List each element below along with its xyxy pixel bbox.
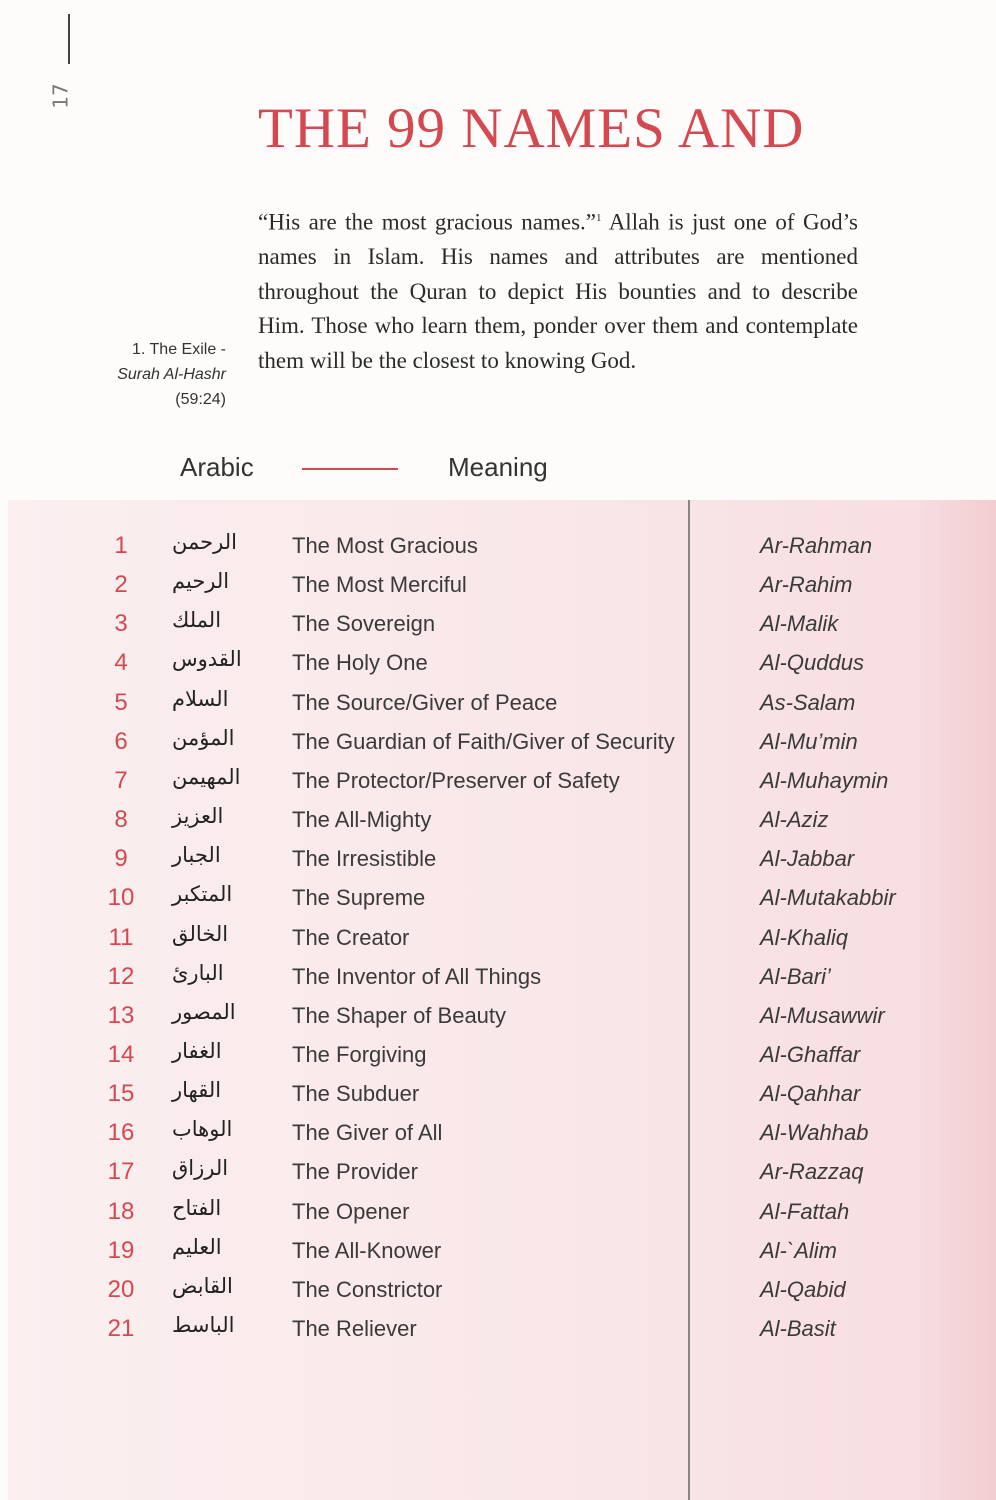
name-transliteration: Al-Bari’ [760, 963, 831, 989]
name-meaning: The Supreme [292, 885, 426, 911]
name-arabic: الرحمن [172, 530, 237, 554]
name-meaning: The All-Mighty [292, 807, 432, 833]
name-number: 16 [107, 1119, 135, 1147]
footnote [80, 337, 226, 412]
name-meaning: The All-Knower [292, 1237, 442, 1263]
name-meaning: The Inventor of All Things [292, 963, 542, 989]
name-number: 2 [114, 571, 128, 599]
quran-quote: “His are the most gracious names.” [258, 209, 596, 235]
name-meaning: The Source/Giver of Peace [292, 689, 558, 715]
table-row [0, 685, 996, 724]
name-arabic: العزيز [172, 804, 224, 829]
table-row [0, 606, 996, 645]
name-number: 10 [107, 884, 135, 912]
name-transliteration: Al-`Alim [760, 1237, 837, 1263]
name-transliteration: As-Salam [760, 689, 856, 715]
name-transliteration: Al-Qabid [760, 1276, 846, 1302]
name-number: 4 [114, 649, 128, 677]
footnote-line-2: Surah Al-Hashr [117, 366, 226, 383]
table-row [0, 645, 996, 684]
name-transliteration: Al-Wahhab [760, 1120, 869, 1146]
name-number: 14 [107, 1040, 135, 1068]
name-arabic: الجبار [172, 843, 221, 868]
name-arabic: البارئ [172, 960, 224, 985]
table-row [0, 567, 996, 606]
footnote-line-3: (59:24) [175, 391, 226, 408]
name-arabic: الفتاح [172, 1195, 222, 1220]
name-number: 11 [108, 923, 134, 951]
name-transliteration: Al-Quddus [760, 650, 864, 676]
name-number: 3 [114, 610, 128, 638]
table-row [0, 724, 996, 763]
name-number: 1 [114, 532, 128, 559]
page-title: THE 99 NAMES AND [258, 97, 805, 160]
name-meaning: The Holy One [292, 650, 428, 676]
name-transliteration: Al-Musawwir [760, 1002, 885, 1028]
name-transliteration: Al-Ghaffar [760, 1041, 861, 1067]
table-row [0, 1076, 996, 1115]
name-transliteration: Al-Mutakabbir [760, 885, 896, 911]
name-meaning: The Forgiving [292, 1041, 427, 1067]
name-arabic: المهيمن [172, 764, 241, 789]
name-transliteration: Al-Aziz [760, 807, 829, 833]
name-arabic: الملك [172, 608, 222, 633]
name-meaning: The Most Gracious [292, 533, 478, 558]
name-arabic: الباسط [172, 1313, 235, 1337]
table-row [0, 528, 996, 567]
table-row [0, 1037, 996, 1076]
name-transliteration: Al-Muhaymin [760, 767, 889, 793]
name-meaning: The Giver of All [292, 1120, 443, 1146]
name-transliteration: Al-Qahhar [760, 1081, 861, 1107]
name-number: 20 [107, 1275, 135, 1303]
name-arabic: الرحيم [172, 569, 230, 594]
name-number: 9 [114, 845, 128, 873]
table-row [0, 1272, 996, 1311]
name-meaning: The Guardian of Faith/Giver of Security [292, 728, 675, 754]
name-transliteration: Al-Basit [760, 1316, 836, 1341]
name-transliteration: Al-Mu’min [760, 728, 858, 754]
name-transliteration: Al-Fattah [760, 1198, 850, 1224]
name-number: 17 [107, 1158, 135, 1186]
page-number: 17 [48, 83, 73, 109]
name-arabic: الخالق [172, 921, 229, 946]
table-row [0, 880, 996, 919]
name-number: 8 [114, 806, 128, 834]
table-row [0, 998, 996, 1037]
name-meaning: The Reliever [292, 1316, 417, 1341]
intro-text: Allah is just one of God’s names in Islam. His names and attributes are mentioned throughout the Quran to depict His bounties and to describe Him. Those who learn them, ponder over them and contemplate them will be the closest to knowing God. [258, 209, 858, 373]
intro-paragraph [258, 201, 858, 378]
name-number: 13 [107, 1001, 135, 1029]
name-arabic: القهار [172, 1078, 222, 1103]
table-row [0, 959, 996, 998]
name-number: 15 [107, 1080, 135, 1108]
name-meaning: The Provider [292, 1159, 418, 1185]
name-number: 5 [114, 688, 128, 716]
name-transliteration: Ar-Razzaq [760, 1159, 864, 1185]
table-row [0, 1154, 996, 1193]
name-meaning: The Sovereign [292, 611, 436, 637]
name-arabic: العليم [172, 1234, 222, 1259]
name-transliteration: Ar-Rahman [760, 533, 873, 558]
footnote-line-1: 1. The Exile - [132, 341, 226, 358]
table-row [0, 1115, 996, 1154]
name-number: 18 [107, 1197, 135, 1225]
table-row [0, 920, 996, 959]
name-number: 6 [114, 727, 128, 755]
name-number: 19 [107, 1236, 135, 1264]
name-arabic: الغفار [172, 1038, 222, 1063]
column-header-arabic: Arabic [180, 452, 254, 482]
table-row [0, 763, 996, 802]
name-meaning: The Opener [292, 1198, 410, 1224]
name-meaning: The Creator [292, 924, 410, 950]
footnote-reference: 1 [596, 212, 602, 224]
name-transliteration: Ar-Rahim [760, 572, 853, 598]
table-row [0, 802, 996, 841]
name-arabic: القابض [172, 1273, 233, 1298]
table-row [0, 1233, 996, 1272]
name-arabic: الوهاب [172, 1117, 233, 1142]
name-arabic: المؤمن [172, 725, 235, 750]
name-arabic: الرزاق [172, 1156, 229, 1181]
name-arabic: المتكبر [172, 882, 233, 907]
table-row [0, 841, 996, 880]
name-arabic: القدوس [172, 647, 242, 672]
table-row [0, 1311, 996, 1350]
page-number-rule [68, 14, 70, 64]
name-arabic: المصور [172, 999, 236, 1024]
name-number: 12 [107, 962, 135, 990]
name-meaning: The Constrictor [292, 1276, 443, 1302]
header-dash [302, 468, 398, 470]
name-transliteration: Al-Malik [760, 611, 839, 637]
table-row [0, 1194, 996, 1233]
name-number: 21 [107, 1315, 135, 1342]
name-meaning: The Protector/Preserver of Safety [292, 767, 620, 793]
name-number: 7 [114, 766, 128, 794]
name-meaning: The Irresistible [292, 846, 437, 872]
name-meaning: The Most Merciful [292, 572, 467, 598]
name-meaning: The Subduer [292, 1081, 420, 1107]
name-transliteration: Al-Jabbar [760, 846, 855, 872]
name-meaning: The Shaper of Beauty [292, 1002, 507, 1028]
column-header-meaning: Meaning [448, 452, 548, 482]
name-arabic: السلام [172, 686, 229, 711]
name-transliteration: Al-Khaliq [760, 924, 849, 950]
